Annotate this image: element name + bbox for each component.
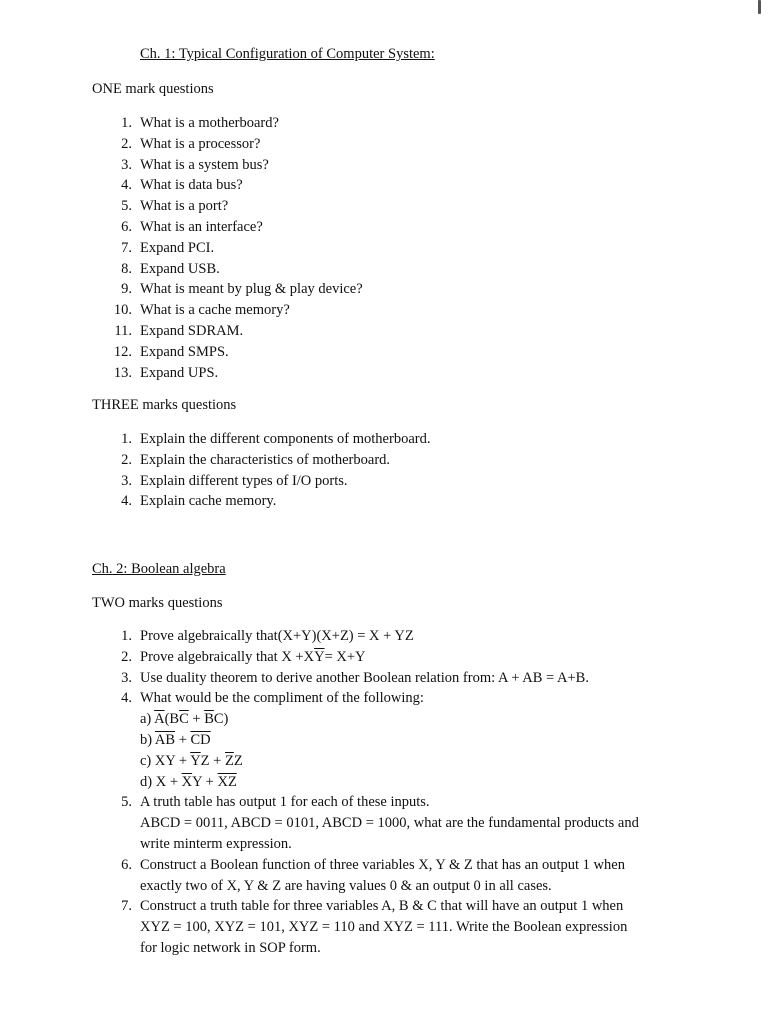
list-item: 1. What is a motherboard? — [121, 115, 279, 131]
list-item: 10. What is a cache memory? — [113, 302, 290, 319]
list-item: 3. Explain different types of I/O ports. — [121, 472, 348, 489]
three-marks-question-list — [106, 429, 430, 512]
list-item: 4. Explain cache memory. — [121, 493, 277, 510]
list-item-continuation: for logic network in SOP form. — [140, 939, 321, 956]
list-item: 3. Use duality theorem to derive another Boolean relation from: A + AB = A+B. — [121, 669, 589, 686]
sub-question-b: b) $\overline{AB} + \overline{CD}$ — [140, 731, 211, 748]
two-marks-question-list — [106, 626, 639, 959]
list-item: 3. What is a system bus? — [121, 156, 269, 173]
list-item: 1. Prove algebraically that(X+Y)(X+Z) = X + YZ — [121, 628, 414, 644]
two-marks-section-title: TWO marks questions — [92, 595, 223, 611]
one-mark-section-title: ONE mark questions — [92, 81, 214, 97]
list-item: 8. Expand USB. — [121, 260, 220, 277]
list-item: 7. Expand PCI. — [121, 239, 215, 256]
list-item: 13. Expand UPS. — [113, 364, 219, 381]
list-item-continuation: exactly two of X, Y & Z are having values 0 & an output 0 in all cases. — [140, 877, 552, 894]
list-item-continuation: XYZ = 100, XYZ = 101, XYZ = 110 and XYZ = 111. Write the Boolean expression — [140, 919, 628, 936]
sub-question-c: c) XY + $\overline{Y}Z + \overline{Z}Z$ — [140, 752, 243, 769]
list-item: 2. What is a processor? — [121, 135, 261, 152]
chapter-1-heading: Ch. 1: Typical Configuration of Computer System: — [140, 46, 435, 62]
list-item-continuation: ABCD = 0011, ABCD = 0101, ABCD = 1000, what are the fundamental products and — [140, 815, 639, 832]
list-item: 2. Prove algebraically that $X +X\overline{Y}= X+Y$ — [121, 648, 366, 665]
list-item: 5. What is a port? — [121, 198, 229, 215]
scroll-edge-mark — [758, 0, 761, 14]
list-item: 9. What is meant by plug & play device? — [121, 281, 363, 298]
list-item: 12. Expand SMPS. — [113, 343, 229, 360]
sub-question-a: a) $\overline{A}(B\overline{C} + \overline{B}C)$ — [140, 711, 229, 728]
list-item-continuation: write minterm expression. — [140, 835, 292, 852]
list-item: 7. Construct a truth table for three variables A, B & C that will have an output 1 when — [121, 898, 624, 915]
chapter-2-heading: Ch. 2: Boolean algebra — [92, 561, 226, 577]
list-item: 5. A truth table has output 1 for each of these inputs. — [121, 794, 430, 811]
list-item: 2. Explain the characteristics of motherboard. — [121, 451, 391, 468]
list-item: 6. What is an interface? — [121, 218, 263, 235]
list-item: 1. Explain the different components of motherboard. — [121, 431, 431, 447]
list-item: 4. What would be the compliment of the following: — [121, 690, 424, 707]
three-marks-section-title: THREE marks questions — [92, 397, 237, 413]
list-item: 6. Construct a Boolean function of three variables X, Y & Z that has an output 1 when — [121, 856, 625, 873]
list-item: 4. What is data bus? — [121, 177, 243, 194]
sub-question-d: d) $X + \overline{X}Y + \overline{XZ}$ — [140, 773, 237, 790]
list-item: 11. Expand SDRAM. — [114, 322, 244, 339]
one-mark-question-list — [106, 113, 363, 383]
